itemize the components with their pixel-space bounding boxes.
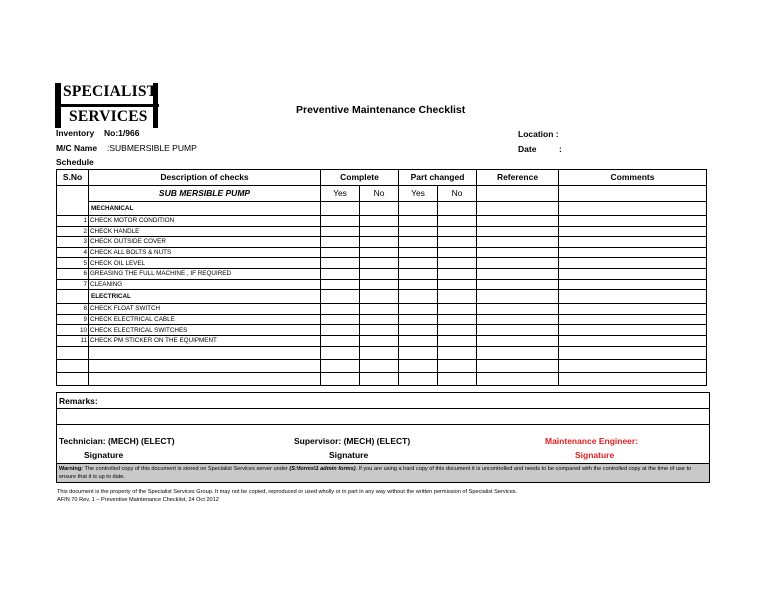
part-no-cell[interactable] [438,372,477,385]
engineer-signature[interactable]: Signature [575,450,615,460]
complete-no: No [360,186,399,202]
comments-cell[interactable] [559,325,707,336]
complete-no-cell[interactable] [360,314,399,325]
part-yes-cell[interactable] [399,202,438,216]
reference-cell[interactable] [477,268,559,279]
signature-row [57,425,710,464]
item-description[interactable] [89,346,321,359]
reference-cell[interactable] [477,359,559,372]
part-no-cell[interactable] [438,304,477,315]
part-yes: Yes [399,186,438,202]
inventory-label: Inventory [56,128,95,138]
complete-no-cell[interactable] [360,268,399,279]
col-part-changed: Part changed [399,170,477,186]
supervisor-label: Supervisor: (MECH) (ELECT) [294,436,411,446]
item-description: CLEANING [89,279,321,290]
comments-cell[interactable] [559,335,707,346]
document-title: Preventive Maintenance Checklist [296,104,466,116]
table-row [57,237,707,248]
complete-yes-cell[interactable] [321,359,360,372]
item-number: 6 [57,268,89,279]
part-no: No [438,186,477,202]
complete-no-cell[interactable] [360,216,399,227]
complete-no-cell[interactable] [360,372,399,385]
table-row [57,268,707,279]
reference-cell[interactable] [477,335,559,346]
complete-yes-cell[interactable] [321,346,360,359]
item-description: CHECK HANDLE [89,226,321,237]
part-no-cell[interactable] [438,325,477,336]
reference-cell[interactable] [477,186,559,202]
logo-divider [55,104,159,107]
part-yes-cell[interactable] [399,258,438,269]
checklist-table [56,169,707,386]
comments-cell[interactable] [559,346,707,359]
part-yes-cell[interactable] [399,359,438,372]
complete-yes-cell[interactable] [321,314,360,325]
item-number: 3 [57,237,89,248]
date-colon: : [559,144,562,154]
item-number: 5 [57,258,89,269]
remarks-line[interactable] [57,409,710,425]
item-description: CHECK PM STICKER ON THE EQUIPMENT [89,335,321,346]
reference-cell[interactable] [477,258,559,269]
table-row [57,247,707,258]
part-yes-cell[interactable] [399,346,438,359]
part-yes-cell[interactable] [399,268,438,279]
part-no-cell[interactable] [438,237,477,248]
item-description: CHECK OUTSIDE COVER [89,237,321,248]
reference-cell[interactable] [477,279,559,290]
section-row [57,202,707,216]
item-number: 2 [57,226,89,237]
complete-no-cell[interactable] [360,279,399,290]
comments-cell[interactable] [559,314,707,325]
item-number: 4 [57,247,89,258]
comments-cell[interactable] [559,258,707,269]
part-yes-cell[interactable] [399,226,438,237]
reference-cell[interactable] [477,237,559,248]
item-description[interactable] [89,359,321,372]
reference-cell[interactable] [477,226,559,237]
comments-cell[interactable] [559,202,707,216]
complete-yes-cell[interactable] [321,247,360,258]
comments-cell[interactable] [559,186,707,202]
warning-path: (S:\forms\1 admin forms) [289,466,356,472]
complete-no-cell[interactable] [360,247,399,258]
complete-yes-cell[interactable] [321,237,360,248]
item-description: CHECK ELECTRICAL CABLE [89,314,321,325]
warning-label: Warning: [59,466,84,472]
comments-cell[interactable] [559,304,707,315]
section-title: ELECTRICAL [89,290,321,304]
empty-row [57,346,707,359]
item-number: 10 [57,325,89,336]
comments-cell[interactable] [559,372,707,385]
sno-blank [57,186,89,202]
item-number: 7 [57,279,89,290]
table-row [57,325,707,336]
complete-yes-cell[interactable] [321,372,360,385]
reference-cell[interactable] [477,325,559,336]
part-no-cell[interactable] [438,247,477,258]
complete-no-cell[interactable] [360,258,399,269]
complete-no-cell[interactable] [360,304,399,315]
part-no-cell[interactable] [438,346,477,359]
part-no-cell[interactable] [438,258,477,269]
complete-yes-cell[interactable] [321,216,360,227]
part-yes-cell[interactable] [399,237,438,248]
complete-no-cell[interactable] [360,359,399,372]
complete-no-cell[interactable] [360,335,399,346]
complete-no-cell[interactable] [360,290,399,304]
complete-yes-cell[interactable] [321,226,360,237]
schedule-label: Schedule [56,157,94,167]
item-description: CHECK MOTOR CONDITION [89,216,321,227]
complete-yes-cell[interactable] [321,325,360,336]
warning-text1: The controlled copy of this document is stored on Specialist Services server under [83,466,290,472]
col-sno: S.No [57,170,89,186]
part-yes-cell[interactable] [399,290,438,304]
table-row [57,279,707,290]
comments-cell[interactable] [559,268,707,279]
part-yes-cell[interactable] [399,279,438,290]
inventory-value: No:1/966 [104,128,140,138]
logo-line2: SERVICES [69,108,148,125]
comments-cell[interactable] [559,226,707,237]
col-comments: Comments [559,170,707,186]
reference-cell[interactable] [477,314,559,325]
item-number: 9 [57,314,89,325]
part-no-cell[interactable] [438,226,477,237]
reference-cell[interactable] [477,346,559,359]
part-yes-cell[interactable] [399,335,438,346]
logo-line1: SPECIALIST [63,83,158,100]
section-row [57,290,707,304]
item-number: 11 [57,335,89,346]
table-row [57,216,707,227]
item-description: CHECK ELECTRICAL SWITCHES [89,325,321,336]
technician-signature[interactable]: Signature [84,450,124,460]
comments-cell[interactable] [559,290,707,304]
footer-property: This document is the property of the Specialist Services Group. It may not be copied, reproduced or used wholly or in part in any way without the written permission of Specialist Services. [57,489,518,495]
comments-cell[interactable] [559,216,707,227]
comments-cell[interactable] [559,359,707,372]
complete-yes-cell[interactable] [321,304,360,315]
part-no-cell[interactable] [438,268,477,279]
table-row [57,258,707,269]
col-complete: Complete [321,170,399,186]
date-label: Date [518,144,537,154]
part-no-cell[interactable] [438,290,477,304]
table-row [57,314,707,325]
col-reference: Reference [477,170,559,186]
complete-no-cell[interactable] [360,237,399,248]
item-description: CHECK FLOAT SWITCH [89,304,321,315]
warning-text2: . If you are using a hard copy of this document it is uncontrolled and needs to be compared with the controlled copy at the time of use to ensure that it is up to date. [59,466,692,480]
complete-yes: Yes [321,186,360,202]
mc-name-value: :SUBMERSIBLE PUMP [107,143,197,153]
supervisor-signature[interactable]: Signature [329,450,369,460]
item-description: GREASING THE FULL MACHINE , IF REQUIRED [89,268,321,279]
complete-no-cell[interactable] [360,346,399,359]
engineer-label: Maintenance Engineer: [545,436,639,446]
complete-yes-cell[interactable] [321,202,360,216]
signature-block [56,392,710,483]
location-label: Location : [518,129,559,139]
item-number: 8 [57,304,89,315]
company-logo [55,83,159,128]
complete-no-cell[interactable] [360,226,399,237]
empty-row [57,359,707,372]
part-no-cell[interactable] [438,314,477,325]
reference-cell[interactable] [477,202,559,216]
reference-cell[interactable] [477,290,559,304]
comments-cell[interactable] [559,237,707,248]
comments-cell[interactable] [559,247,707,258]
complete-yes-cell[interactable] [321,258,360,269]
item-description: CHECK OIL LEVEL [89,258,321,269]
reference-cell[interactable] [477,247,559,258]
empty-row [57,372,707,385]
part-no-cell[interactable] [438,202,477,216]
section-title: MECHANICAL [89,202,321,216]
technician-label: Technician: (MECH) (ELECT) [59,436,175,446]
complete-no-cell[interactable] [360,325,399,336]
part-yes-cell[interactable] [399,247,438,258]
part-yes-cell[interactable] [399,325,438,336]
reference-cell[interactable] [477,216,559,227]
part-yes-cell[interactable] [399,372,438,385]
table-row [57,226,707,237]
table-row [57,335,707,346]
mc-name-label: M/C Name [56,143,98,153]
remarks-label: Remarks: [57,393,710,409]
part-no-cell[interactable] [438,335,477,346]
complete-yes-cell[interactable] [321,335,360,346]
part-yes-cell[interactable] [399,216,438,227]
item-description[interactable] [89,372,321,385]
item-number: 1 [57,216,89,227]
complete-yes-cell[interactable] [321,290,360,304]
complete-yes-cell[interactable] [321,268,360,279]
reference-cell[interactable] [477,304,559,315]
warning-box [57,464,710,483]
part-yes-cell[interactable] [399,304,438,315]
table-row [57,304,707,315]
col-description: Description of checks [89,170,321,186]
footer-revision: AFIN 70 Rev. 1 – Preventive Maintenance Checklist, 24 Oct 2012 [57,497,219,503]
complete-no-cell[interactable] [360,202,399,216]
part-no-cell[interactable] [438,279,477,290]
part-no-cell[interactable] [438,359,477,372]
part-yes-cell[interactable] [399,314,438,325]
item-description: CHECK ALL BOLTS & NUTS [89,247,321,258]
part-no-cell[interactable] [438,216,477,227]
reference-cell[interactable] [477,372,559,385]
comments-cell[interactable] [559,279,707,290]
equipment-name: SUB MERSIBLE PUMP [89,186,321,202]
complete-yes-cell[interactable] [321,279,360,290]
